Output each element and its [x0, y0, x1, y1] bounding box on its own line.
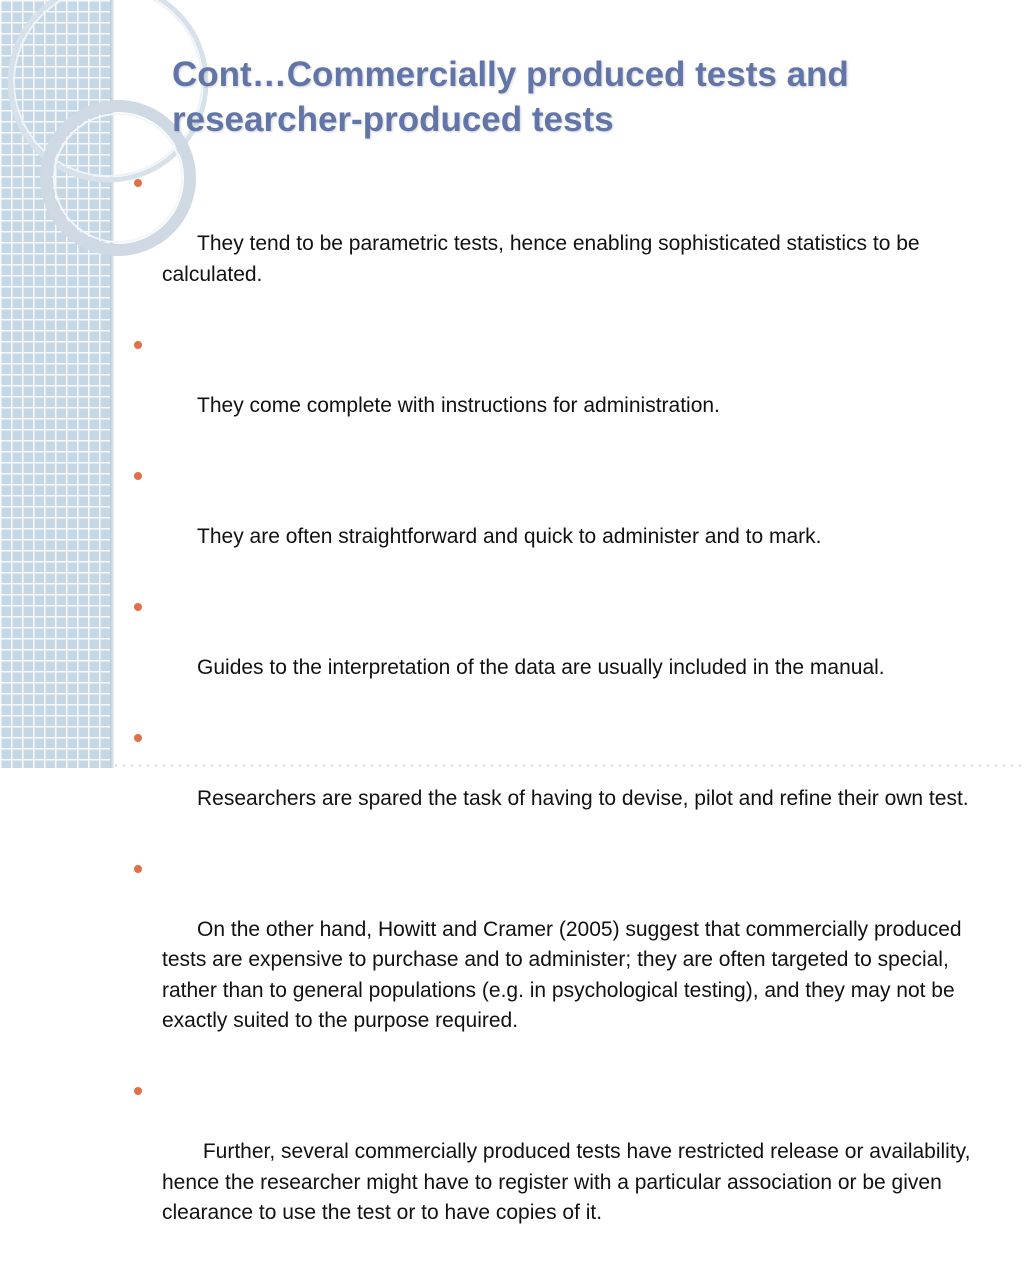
list-item	[134, 461, 994, 583]
bullet-dot-icon	[134, 472, 142, 480]
bullet-text: Further, several commercially produced tests have restricted release or availability, hence the researcher might have to register with a particular association or be given clearance to use the test or to have copies of it.	[162, 1140, 977, 1224]
bullet-dot-icon	[134, 341, 142, 349]
list-item	[134, 723, 994, 845]
list-item	[134, 1076, 994, 1259]
bullet-text: Guides to the interpretation of the data are usually included in the manual.	[197, 655, 885, 679]
bullet-text: Researchers are spared the task of having to devise, pilot and refine their own test.	[197, 786, 969, 810]
list-item	[134, 330, 994, 452]
bullet-dot-icon	[134, 603, 142, 611]
list-item	[134, 592, 994, 714]
bullet-text: They are often straightforward and quick to administer and to mark.	[197, 524, 822, 548]
bullet-text: They tend to be parametric tests, hence enabling sophisticated statistics to be calculated.	[162, 232, 926, 286]
slide-title: Cont…Commercially produced tests and researcher-produced tests	[172, 55, 849, 139]
bullet-list	[134, 168, 994, 1268]
list-item	[134, 168, 994, 321]
bullet-dot-icon	[134, 179, 142, 187]
bullet-dot-icon	[134, 865, 142, 873]
bullet-text: They come complete with instructions for administration.	[197, 393, 720, 417]
bullet-dot-icon	[134, 734, 142, 742]
list-item	[134, 854, 994, 1068]
bullet-dot-icon	[134, 1087, 142, 1095]
bullet-text: On the other hand, Howitt and Cramer (2005) suggest that commercially produced tests are expensive to purchase and to administer; they are often targeted to special, rather than to general populations (e.g. in psychological testing), and they may not be exactly suited to the purpose required.	[162, 917, 968, 1032]
